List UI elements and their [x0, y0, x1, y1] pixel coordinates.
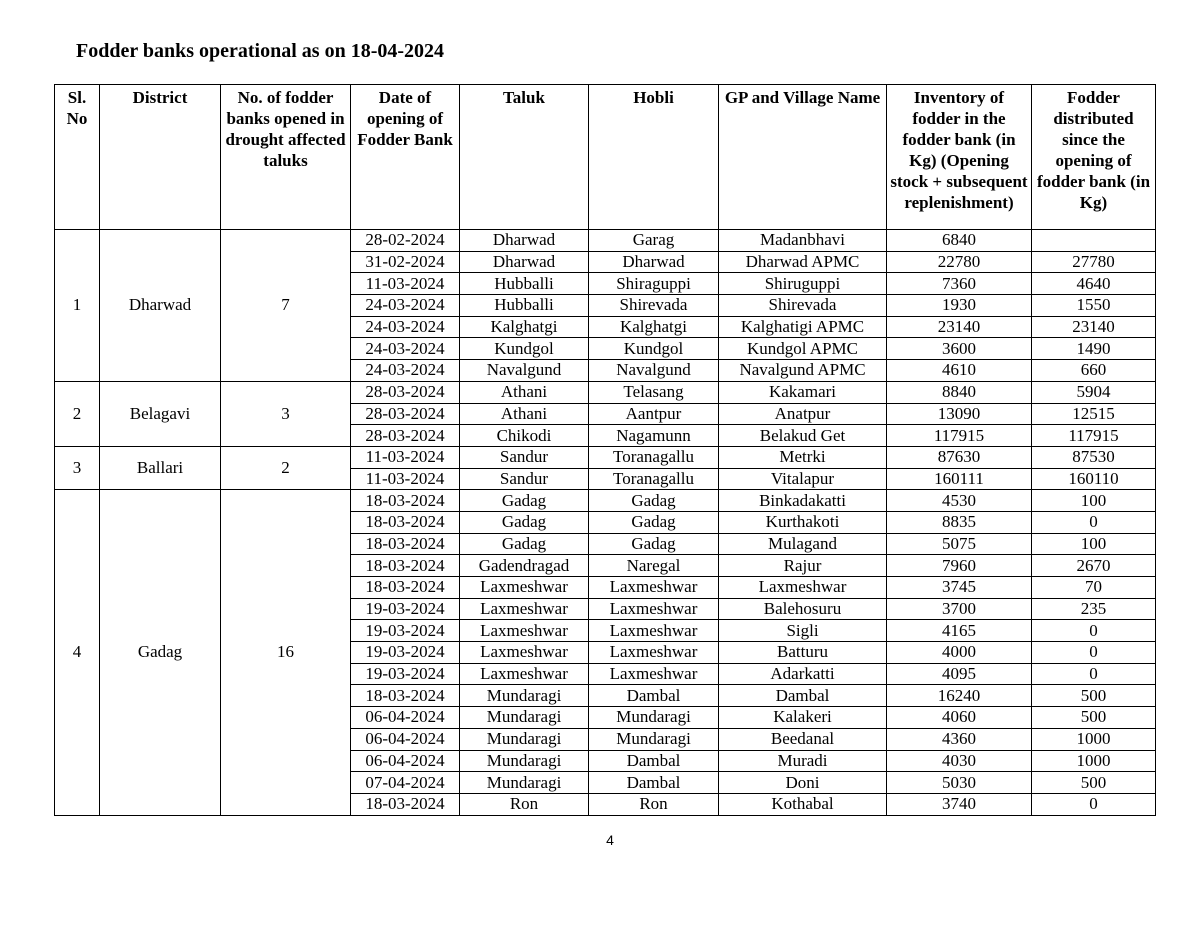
cell-village: Metrki: [719, 446, 887, 468]
cell-hobli: Gadag: [589, 490, 719, 512]
cell-date: 06-04-2024: [351, 750, 460, 772]
header-sl-no: Sl. No: [55, 85, 100, 230]
cell-village: Beedanal: [719, 728, 887, 750]
cell-taluk: Ron: [460, 793, 589, 815]
cell-distributed: 2670: [1032, 555, 1156, 577]
cell-taluk: Laxmeshwar: [460, 577, 589, 599]
cell-hobli: Gadag: [589, 511, 719, 533]
cell-hobli: Shiraguppi: [589, 273, 719, 295]
cell-village: Vitalapur: [719, 468, 887, 490]
cell-distributed: 0: [1032, 511, 1156, 533]
cell-taluk: Laxmeshwar: [460, 598, 589, 620]
cell-village: Shirevada: [719, 295, 887, 317]
cell-hobli: Laxmeshwar: [589, 577, 719, 599]
cell-distributed: 70: [1032, 577, 1156, 599]
cell-hobli: Nagamunn: [589, 425, 719, 447]
cell-date: 24-03-2024: [351, 295, 460, 317]
cell-hobli: Garag: [589, 230, 719, 252]
cell-inventory: 8840: [887, 381, 1032, 403]
header-distributed: Fodder distributed since the opening of fodder bank (in Kg): [1032, 85, 1156, 230]
cell-distributed: 0: [1032, 793, 1156, 815]
cell-hobli: Laxmeshwar: [589, 598, 719, 620]
cell-inventory: 3745: [887, 577, 1032, 599]
cell-hobli: Naregal: [589, 555, 719, 577]
cell-distributed: 500: [1032, 772, 1156, 794]
header-district: District: [100, 85, 221, 230]
cell-date: 19-03-2024: [351, 663, 460, 685]
cell-distributed: 1490: [1032, 338, 1156, 360]
cell-date: 28-03-2024: [351, 403, 460, 425]
cell-inventory: 4030: [887, 750, 1032, 772]
cell-taluk: Mundaragi: [460, 750, 589, 772]
cell-inventory: 4060: [887, 707, 1032, 729]
cell-distributed: 0: [1032, 663, 1156, 685]
cell-village: Madanbhavi: [719, 230, 887, 252]
cell-hobli: Navalgund: [589, 360, 719, 382]
cell-hobli: Telasang: [589, 381, 719, 403]
cell-distributed: 100: [1032, 533, 1156, 555]
cell-village: Kundgol APMC: [719, 338, 887, 360]
cell-taluk: Dharwad: [460, 251, 589, 273]
cell-taluk: Navalgund: [460, 360, 589, 382]
cell-distributed: 160110: [1032, 468, 1156, 490]
cell-date: 18-03-2024: [351, 793, 460, 815]
cell-date: 19-03-2024: [351, 642, 460, 664]
cell-bank-count: 3: [221, 381, 351, 446]
cell-bank-count: 7: [221, 230, 351, 382]
cell-taluk: Laxmeshwar: [460, 620, 589, 642]
cell-date: 06-04-2024: [351, 728, 460, 750]
cell-date: 18-03-2024: [351, 533, 460, 555]
cell-inventory: 13090: [887, 403, 1032, 425]
cell-taluk: Athani: [460, 381, 589, 403]
cell-village: Muradi: [719, 750, 887, 772]
cell-inventory: 1930: [887, 295, 1032, 317]
cell-date: 28-03-2024: [351, 425, 460, 447]
cell-hobli: Dambal: [589, 772, 719, 794]
cell-hobli: Kundgol: [589, 338, 719, 360]
cell-hobli: Kalghatgi: [589, 316, 719, 338]
cell-sl-no: 1: [55, 230, 100, 382]
cell-taluk: Kundgol: [460, 338, 589, 360]
cell-hobli: Dambal: [589, 750, 719, 772]
cell-inventory: 3700: [887, 598, 1032, 620]
cell-taluk: Mundaragi: [460, 772, 589, 794]
cell-date: 24-03-2024: [351, 338, 460, 360]
cell-village: Kalghatigi APMC: [719, 316, 887, 338]
cell-taluk: Gadag: [460, 533, 589, 555]
cell-hobli: Mundaragi: [589, 728, 719, 750]
cell-inventory: 4165: [887, 620, 1032, 642]
table-body: [55, 230, 1156, 816]
cell-taluk: Mundaragi: [460, 685, 589, 707]
cell-inventory: 16240: [887, 685, 1032, 707]
page-title: Fodder banks operational as on 18-04-2024: [76, 40, 445, 62]
cell-hobli: Dambal: [589, 685, 719, 707]
cell-village: Kakamari: [719, 381, 887, 403]
cell-village: Belakud Get: [719, 425, 887, 447]
cell-village: Balehosuru: [719, 598, 887, 620]
cell-taluk: Gadag: [460, 490, 589, 512]
cell-distributed: 4640: [1032, 273, 1156, 295]
cell-village: Binkadakatti: [719, 490, 887, 512]
cell-date: 19-03-2024: [351, 598, 460, 620]
cell-inventory: 87630: [887, 446, 1032, 468]
cell-distributed: 100: [1032, 490, 1156, 512]
cell-date: 28-02-2024: [351, 230, 460, 252]
cell-inventory: 4360: [887, 728, 1032, 750]
cell-bank-count: 16: [221, 490, 351, 815]
cell-inventory: 5030: [887, 772, 1032, 794]
page-number: 4: [606, 832, 614, 848]
cell-distributed: 87530: [1032, 446, 1156, 468]
cell-district: Ballari: [100, 446, 221, 489]
cell-bank-count: 2: [221, 446, 351, 489]
cell-taluk: Laxmeshwar: [460, 663, 589, 685]
cell-hobli: Laxmeshwar: [589, 642, 719, 664]
cell-hobli: Gadag: [589, 533, 719, 555]
cell-district: Belagavi: [100, 381, 221, 446]
cell-hobli: Laxmeshwar: [589, 620, 719, 642]
cell-village: Batturu: [719, 642, 887, 664]
cell-hobli: Shirevada: [589, 295, 719, 317]
cell-date: 28-03-2024: [351, 381, 460, 403]
cell-date: 18-03-2024: [351, 511, 460, 533]
header-hobli: Hobli: [589, 85, 719, 230]
cell-inventory: 7360: [887, 273, 1032, 295]
cell-date: 24-03-2024: [351, 360, 460, 382]
cell-date: 18-03-2024: [351, 555, 460, 577]
cell-hobli: Toranagallu: [589, 468, 719, 490]
cell-distributed: 500: [1032, 707, 1156, 729]
cell-taluk: Laxmeshwar: [460, 642, 589, 664]
cell-distributed: 0: [1032, 620, 1156, 642]
cell-distributed: 660: [1032, 360, 1156, 382]
cell-distributed: 27780: [1032, 251, 1156, 273]
cell-inventory: 4610: [887, 360, 1032, 382]
cell-village: Adarkatti: [719, 663, 887, 685]
cell-taluk: Hubballi: [460, 295, 589, 317]
cell-distributed: 1000: [1032, 728, 1156, 750]
cell-taluk: Athani: [460, 403, 589, 425]
cell-taluk: Gadag: [460, 511, 589, 533]
cell-date: 18-03-2024: [351, 490, 460, 512]
cell-village: Dambal: [719, 685, 887, 707]
cell-district: Dharwad: [100, 230, 221, 382]
cell-village: Navalgund APMC: [719, 360, 887, 382]
cell-distributed: 1550: [1032, 295, 1156, 317]
header-gp-village: GP and Village Name: [719, 85, 887, 230]
cell-date: 18-03-2024: [351, 685, 460, 707]
cell-village: Sigli: [719, 620, 887, 642]
cell-distributed: 235: [1032, 598, 1156, 620]
cell-taluk: Hubballi: [460, 273, 589, 295]
cell-village: Kalakeri: [719, 707, 887, 729]
cell-date: 11-03-2024: [351, 468, 460, 490]
cell-inventory: 4095: [887, 663, 1032, 685]
cell-distributed: 500: [1032, 685, 1156, 707]
cell-sl-no: 2: [55, 381, 100, 446]
cell-village: Kurthakoti: [719, 511, 887, 533]
cell-inventory: 4530: [887, 490, 1032, 512]
cell-inventory: 5075: [887, 533, 1032, 555]
fodder-banks-table: [54, 84, 1156, 816]
cell-distributed: 1000: [1032, 750, 1156, 772]
cell-hobli: Ron: [589, 793, 719, 815]
cell-village: Anatpur: [719, 403, 887, 425]
cell-taluk: Chikodi: [460, 425, 589, 447]
cell-date: 06-04-2024: [351, 707, 460, 729]
cell-date: 24-03-2024: [351, 316, 460, 338]
cell-inventory: 3600: [887, 338, 1032, 360]
cell-inventory: 22780: [887, 251, 1032, 273]
cell-inventory: 160111: [887, 468, 1032, 490]
cell-hobli: Mundaragi: [589, 707, 719, 729]
cell-taluk: Sandur: [460, 468, 589, 490]
cell-distributed: 23140: [1032, 316, 1156, 338]
cell-date: 07-04-2024: [351, 772, 460, 794]
cell-distributed: [1032, 230, 1156, 252]
cell-distributed: 117915: [1032, 425, 1156, 447]
cell-date: 11-03-2024: [351, 273, 460, 295]
header-taluk: Taluk: [460, 85, 589, 230]
cell-taluk: Sandur: [460, 446, 589, 468]
cell-date: 11-03-2024: [351, 446, 460, 468]
cell-distributed: 5904: [1032, 381, 1156, 403]
cell-inventory: 117915: [887, 425, 1032, 447]
header-inventory: Inventory of fodder in the fodder bank (in Kg) (Opening stock + subsequent replenishment): [887, 85, 1032, 230]
cell-sl-no: 3: [55, 446, 100, 489]
table-row: [55, 381, 1156, 403]
cell-village: Doni: [719, 772, 887, 794]
header-no-of-banks: No. of fodder banks opened in drought affected taluks: [221, 85, 351, 230]
cell-village: Shiruguppi: [719, 273, 887, 295]
cell-distributed: 12515: [1032, 403, 1156, 425]
cell-inventory: 6840: [887, 230, 1032, 252]
table-row: [55, 490, 1156, 512]
cell-hobli: Toranagallu: [589, 446, 719, 468]
cell-date: 31-02-2024: [351, 251, 460, 273]
cell-taluk: Gadendragad: [460, 555, 589, 577]
cell-village: Dharwad APMC: [719, 251, 887, 273]
cell-village: Mulagand: [719, 533, 887, 555]
cell-inventory: 3740: [887, 793, 1032, 815]
cell-sl-no: 4: [55, 490, 100, 815]
table-row: [55, 446, 1156, 468]
cell-inventory: 23140: [887, 316, 1032, 338]
header-row: [55, 85, 1156, 230]
cell-inventory: 8835: [887, 511, 1032, 533]
cell-district: Gadag: [100, 490, 221, 815]
cell-taluk: Kalghatgi: [460, 316, 589, 338]
cell-taluk: Mundaragi: [460, 728, 589, 750]
cell-inventory: 4000: [887, 642, 1032, 664]
cell-hobli: Aantpur: [589, 403, 719, 425]
cell-village: Rajur: [719, 555, 887, 577]
cell-village: Laxmeshwar: [719, 577, 887, 599]
cell-hobli: Laxmeshwar: [589, 663, 719, 685]
header-date: Date of opening of Fodder Bank: [351, 85, 460, 230]
cell-inventory: 7960: [887, 555, 1032, 577]
cell-distributed: 0: [1032, 642, 1156, 664]
cell-taluk: Mundaragi: [460, 707, 589, 729]
cell-hobli: Dharwad: [589, 251, 719, 273]
cell-village: Kothabal: [719, 793, 887, 815]
cell-taluk: Dharwad: [460, 230, 589, 252]
table-row: [55, 230, 1156, 252]
cell-date: 19-03-2024: [351, 620, 460, 642]
cell-date: 18-03-2024: [351, 577, 460, 599]
